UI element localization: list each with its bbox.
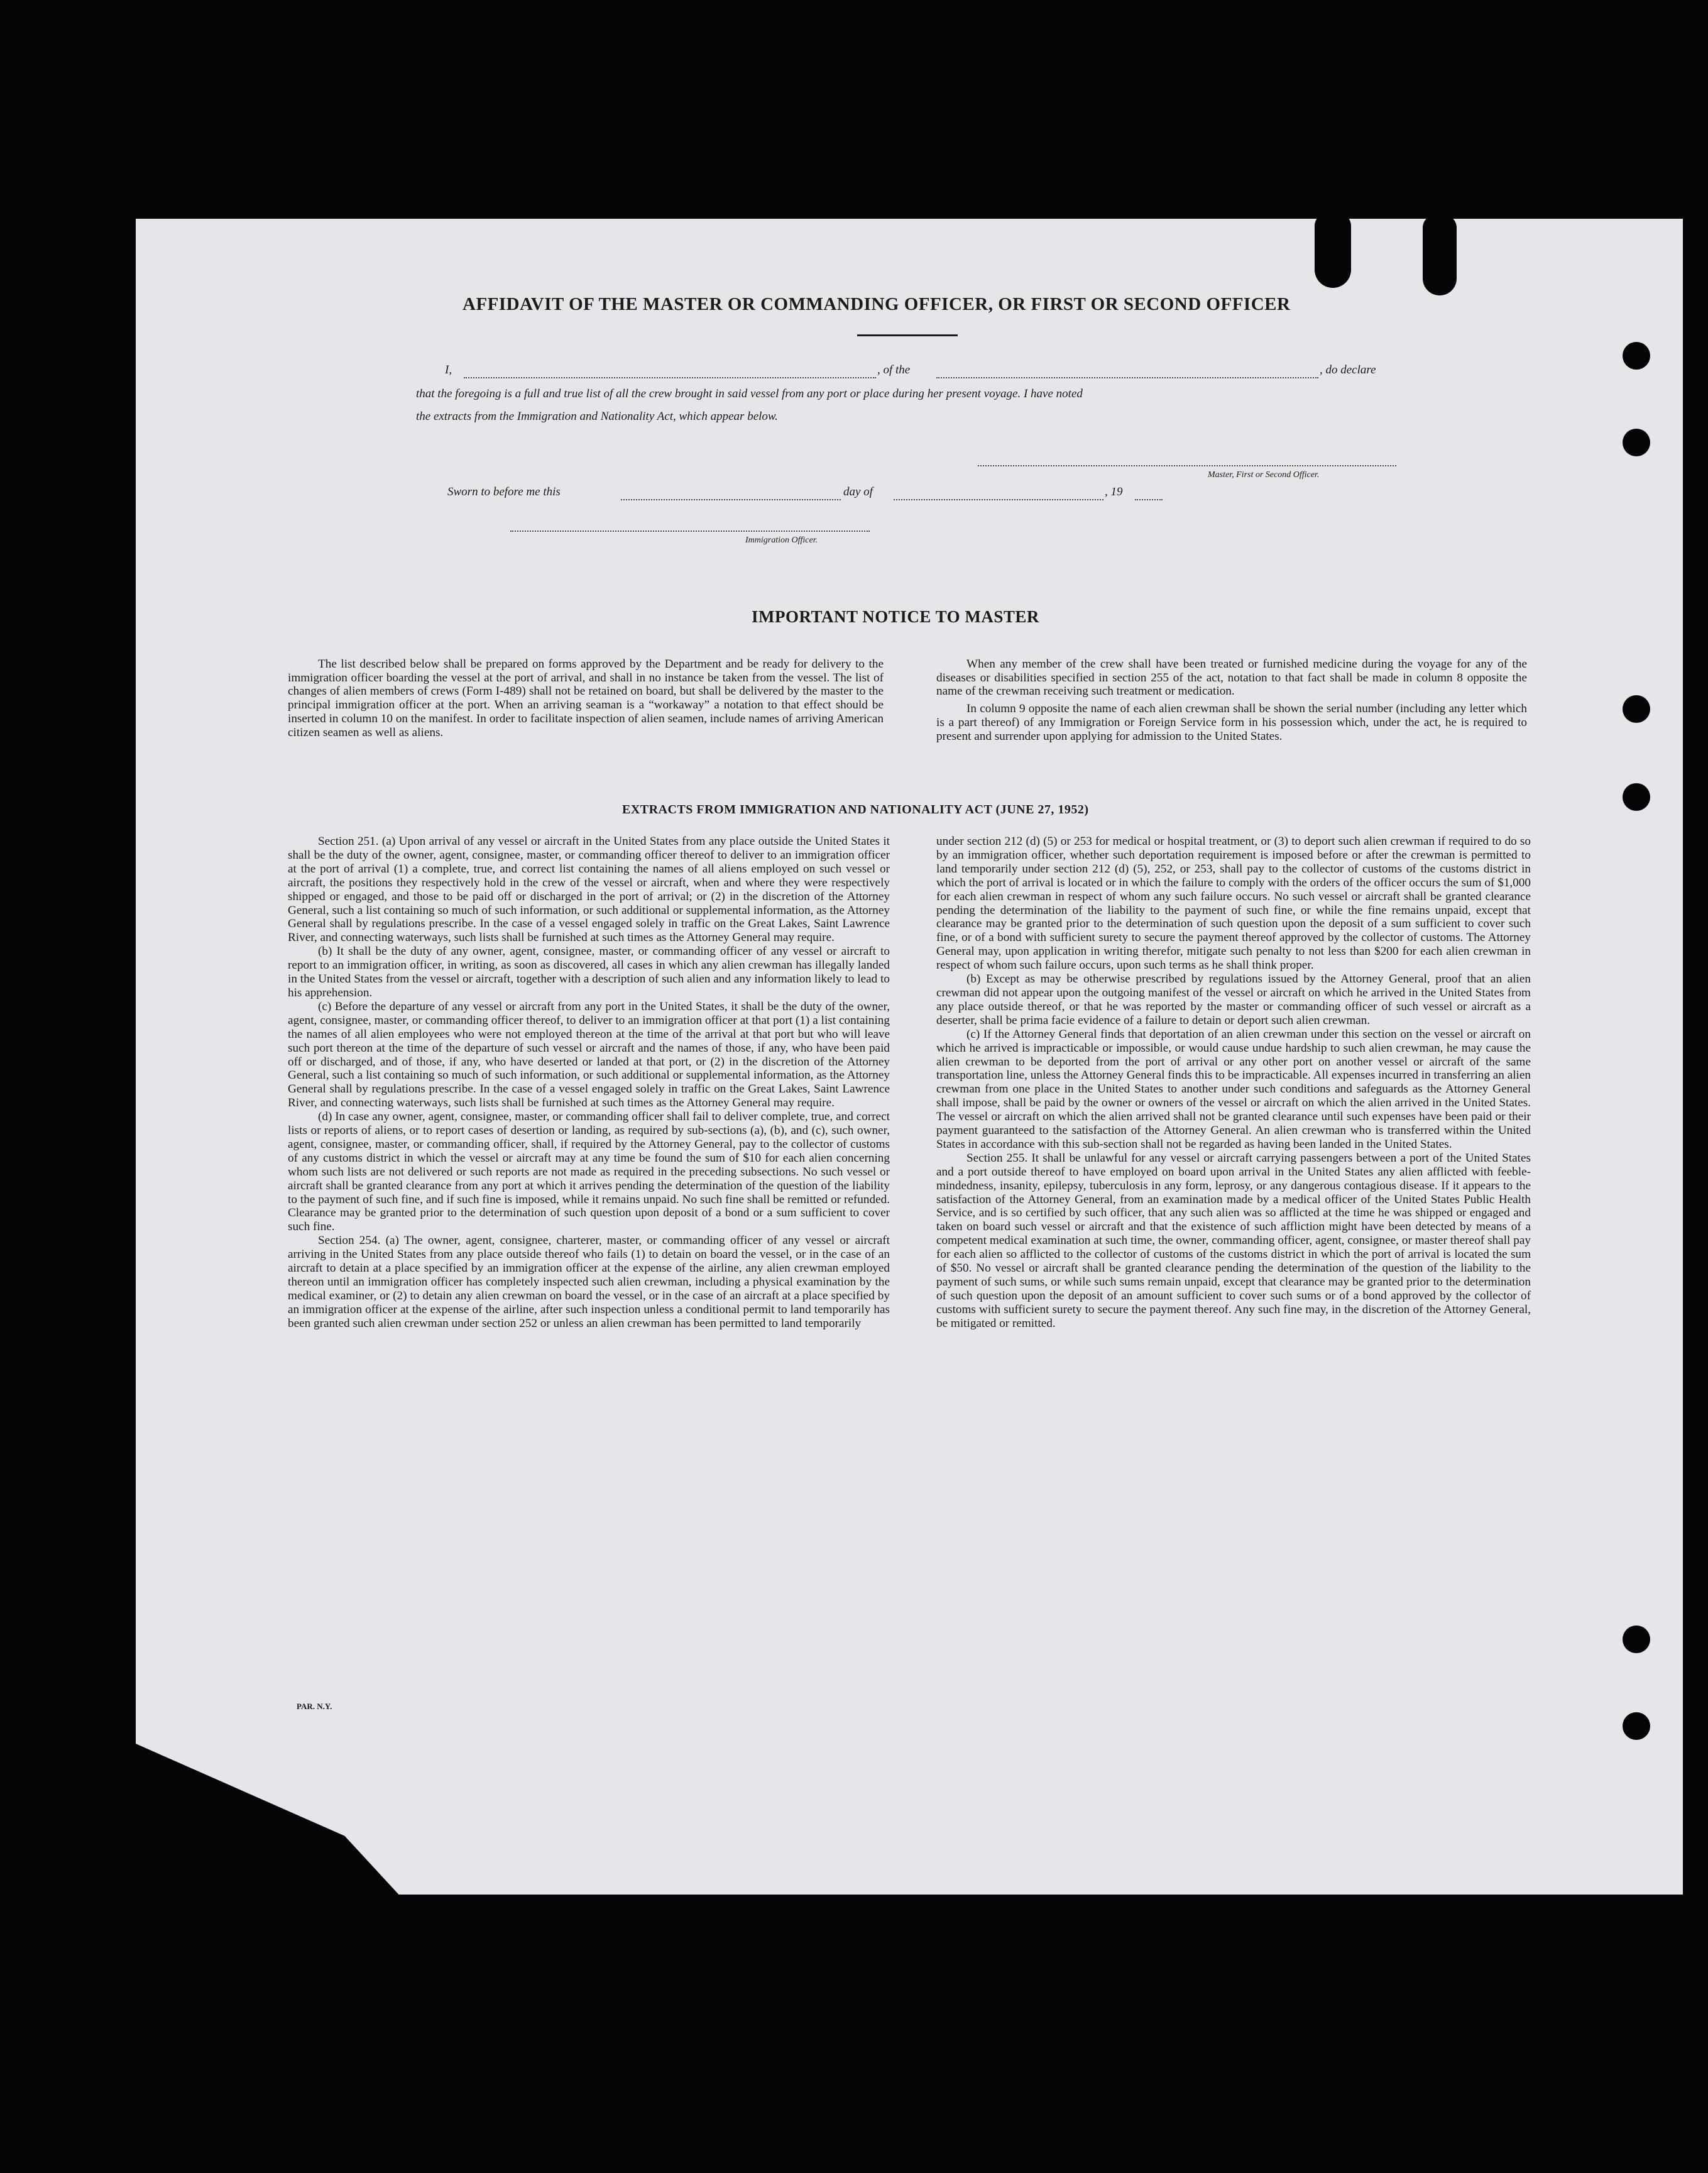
declaration-text-line2: the extracts from the Immigration and Nationality Act, which appear below. <box>416 410 778 423</box>
extracts-right-column <box>936 835 1531 1331</box>
extract-paragraph: Section 255. It shall be unlawful for any vessel or aircraft carrying passengers between a port of the United States and a port outside thereof to have employed on board upon arrival in the United States any alien afflicted with feeble-mindedness, insanity, epilepsy, tuberculosis in any form, leprosy, or any dangerous contagious disease. If it appears to the satisfaction of the Attorney General, from an examination made by a medical officer of the United States Public Health Service, and is so certified by such officer, that any such alien was so afflicted at the time he was shipped or engaged and taken on board such vessel or aircraft and that the existence of such affliction might have been detected by means of a competent medical examination at such time, the owner, commanding officer, agent, consignee, or master thereof shall pay for each alien so afflicted to the collector of customs of the customs district in which the port of arrival is located the sum of $50. No vessel or aircraft shall be granted clearance pending the determination of the question of the liability to the payment of such sums, or while such sums remain unpaid, except that clearance may be granted prior to the determination of such question upon the deposit of an amount sufficient to cover such sums or of a bond approved by the collector of customs with sufficient surety to secure the payment thereof. Any such fine may, in the discretion of the Attorney General, be mitigated or remitted. <box>936 1151 1531 1330</box>
extract-paragraph: under section 212 (d) (5) or 253 for medical or hospital treatment, or (3) to deport such alien crewman if required to do so by an immigration officer, whether such deportation requirement is imposed before or after the crewman is permitted to land temporarily under section 212 (d) (5), 252, or 253, shall pay to the collector of customs of the customs district in which the port of arrival is located or in which the failure to comply with the orders of the officer occurs the sum of $1,000 for each alien crewman in respect of whom any such failure occurs. No such vessel or aircraft shall be granted clearance pending the determination of the liability to the payment of such fine, or while the fine remains unpaid, except that clearance may be granted prior to the determination of such question upon the deposit of a sum sufficient to cover such fine, or of a bond with sufficient surety to secure the payment thereof approved by the collector of customs. The Attorney General may, upon application in writing therefor, mitigate such penalty to not less than $200 for each alien crewman in respect of whom such failure occurs, upon such terms as he shall think proper. <box>936 835 1531 972</box>
i-label: I, <box>445 363 452 377</box>
punch-hole <box>1623 695 1650 723</box>
sworn-month-blank <box>894 499 1103 500</box>
day-of-label: day of <box>843 485 873 498</box>
extract-paragraph: (c) Before the departure of any vessel or aircraft from any port in the United States, it shall be the duty of the owner, agent, consignee, master, or commanding officer thereof, to deliver to an immigration officer at that port (1) a list containing the names of all alien employees who were not employed thereon at the time of the arrival at that port but who will leave such port thereon at the time of the departure of such vessel or aircraft and the names of those, if any, who have been paid off or discharged, and of those, if any, who have deserted or landed at that port, or (2) in the discretion of the Attorney General, such a list containing so much of such information, or such additional or supplemental information, as the Attorney General shall by regulations prescribe. In the case of a vessel engaged solely in traffic on the Great Lakes, Saint Lawrence River, and connecting waterways, such lists shall be furnished at such times as the Attorney General may require. <box>288 999 890 1110</box>
extracts-left-column <box>288 835 890 1331</box>
punch-hole <box>1623 342 1650 370</box>
notice-right-column <box>936 657 1527 743</box>
notice-left-column <box>288 657 884 739</box>
extract-paragraph: (d) In case any owner, agent, consignee, master, or commanding officer shall fail to deliver complete, true, and correct lists or reports of aliens, or to report cases of desertion or landing, as required by sub-sections (a), (b), and (c), such owner, agent, consignee, master, or commanding officer, shall, if required by the Attorney General, pay to the collector of customs of any customs district in which the vessel or aircraft may at any time be found the sum of $10 for each alien concerning whom such lists are not delivered or such reports are not made as required in the preceding subsections. No such vessel or aircraft shall be granted clearance from any port at which it arrives pending the determination of the question of the liability to the payment of such fine, and if such fine is imposed, while it remains unpaid. No such fine shall be remitted or refunded. Clearance may be granted prior to the determination of such question upon deposit of a bond or a sum sufficient to cover such fine. <box>288 1110 890 1234</box>
punch-hole <box>1623 783 1650 811</box>
sworn-year-blank <box>1135 499 1163 500</box>
year-label: , 19 <box>1105 485 1123 498</box>
extracts-title: EXTRACTS FROM IMMIGRATION AND NATIONALITY ACT (JUNE 27, 1952) <box>622 803 1089 817</box>
extract-paragraph: (c) If the Attorney General finds that deportation of an alien crewman under this section on the vessel or aircraft on which he arrived is impracticable or impossible, or would cause undue hardship to such alien crewman, he may cause the alien crewman to be deported from the port of arrival or any other port on another vessel or aircraft of the same transportation line, unless the Attorney General finds this to be impracticable. All expenses incurred in transferring an alien crewman from one place in the United States to another under such conditions and safeguards as the Attorney General shall impose, shall be paid by the owner or owners of the vessel or aircraft on which the alien arrived in the United States. The vessel or aircraft on which the alien arrived shall not be granted clearance until such expenses have been paid or their payment guaranteed to the satisfaction of the Attorney General. An alien crewman who is transferred within the United States in accordance with this sub-section shall not be regarded as having been landed in the United States. <box>936 1027 1531 1151</box>
officer-caption: Immigration Officer. <box>745 536 818 545</box>
vessel-blank <box>936 377 1318 378</box>
extract-paragraph: (b) It shall be the duty of any owner, agent, consignee, master, or commanding officer of any vessel or aircraft to report to an immigration officer, in writing, as soon as discovered, all cases in which any alien crewman has illegally landed in the United States from the vessel or aircraft, together with a description of such alien and any information likely to lead to his apprehension. <box>288 945 890 999</box>
notice-paragraph: In column 9 opposite the name of each alien crewman shall be shown the serial number (including any letter which is a part thereof) of any Immigration or Foreign Service form in his possession which, under the act, he is required to present and surrender upon applying for admission to the United States. <box>936 702 1527 743</box>
master-caption: Master, First or Second Officer. <box>1208 470 1320 480</box>
printer-mark: PAR. N.Y. <box>297 1702 332 1711</box>
punch-hole <box>1623 1626 1650 1653</box>
punch-hole <box>1623 1712 1650 1740</box>
officer-signature-line <box>510 531 870 532</box>
extract-paragraph: Section 254. (a) The owner, agent, consignee, charterer, master, or commanding officer of any vessel or aircraft arriving in the United States from any place outside thereof who fails (1) to detain on board the vessel, or in the case of an aircraft to detain at a place specified by an immigration officer at the expense of the airline, any alien crewman employed thereon until an immigration officer has completely inspected such alien crewman, including a physical examination by the medical examiner, or (2) to detain any alien crewman on board the vessel, or in the case of an aircraft at a place specified by an immigration officer at the expense of the airline, after such inspection unless a conditional permit to land temporarily has been granted such alien crewman under section 252 or unless an alien crewman has been permitted to land temporarily <box>288 1234 890 1330</box>
do-declare-label: , do declare <box>1320 363 1376 377</box>
of-the-label: , of the <box>877 363 911 377</box>
sworn-label: Sworn to before me this <box>447 485 561 498</box>
sworn-day-blank <box>621 499 841 500</box>
notice-paragraph: When any member of the crew shall have been treated or furnished medicine during the voyage for any of the diseases or disabilities specified in section 255 of the act, notation to that fact shall be made in column 8 opposite the name of the crewman receiving such treatment or medication. <box>936 657 1527 698</box>
master-signature-line <box>978 465 1396 466</box>
extract-paragraph: (b) Except as may be otherwise prescribed by regulations issued by the Attorney General, proof that an alien crewman did not appear upon the outgoing manifest of the vessel or aircraft on which he arrived in the United States from any place outside thereof, or that he was reported by the master or commanding officer of such vessel or aircraft as a deserter, shall be prima facie evidence of a failure to detain or deport such alien crewman. <box>936 972 1531 1027</box>
name-blank <box>464 377 876 378</box>
extract-paragraph: Section 251. (a) Upon arrival of any vessel or aircraft in the United States from any place outside the United States it shall be the duty of the owner, agent, consignee, master, or commanding officer thereof to deliver to an immigration officer at the port of arrival (1) a complete, true, and correct list containing the names of all aliens employed on such vessel or aircraft, the positions they respectively hold in the crew of the vessel or aircraft, when and where they were respectively shipped or engaged, and those to be paid off or discharged in the port of arrival; or (2) in the discretion of the Attorney General, such a list containing so much of such information, or such additional or supplemental information, as the Attorney General shall by regulations prescribe. In the case of a vessel engaged solely in traffic on the Great Lakes, Saint Lawrence River, and connecting waterways, such lists shall be furnished at such times as the Attorney General may require. <box>288 835 890 945</box>
punch-hole <box>1623 429 1650 456</box>
declaration-text-line1: that the foregoing is a full and true list of all the crew brought in said vessel from any port or place during her present voyage. I have noted <box>416 387 1083 400</box>
notice-title: IMPORTANT NOTICE TO MASTER <box>752 607 1039 626</box>
title-rule <box>857 334 958 336</box>
binder-tab-left <box>1315 212 1351 288</box>
notice-paragraph: The list described below shall be prepared on forms approved by the Department and be ready for delivery to the immigration officer boarding the vessel at the port of arrival, and shall in no instance be taken from the vessel. The list of changes of alien members of crews (Form I-489) shall not be retained on board, but shall be delivered by the master to the principal immigration officer at the port. When an arriving seaman is a “workaway” a notation to that effect should be inserted in column 10 on the manifest. In order to facilitate inspection of alien seamen, include names of arriving American citizen seamen as well as aliens. <box>288 657 884 739</box>
affidavit-title: AFFIDAVIT OF THE MASTER OR COMMANDING OFFICER, OR FIRST OR SECOND OFFICER <box>463 294 1291 314</box>
binder-tab-right <box>1423 215 1457 295</box>
